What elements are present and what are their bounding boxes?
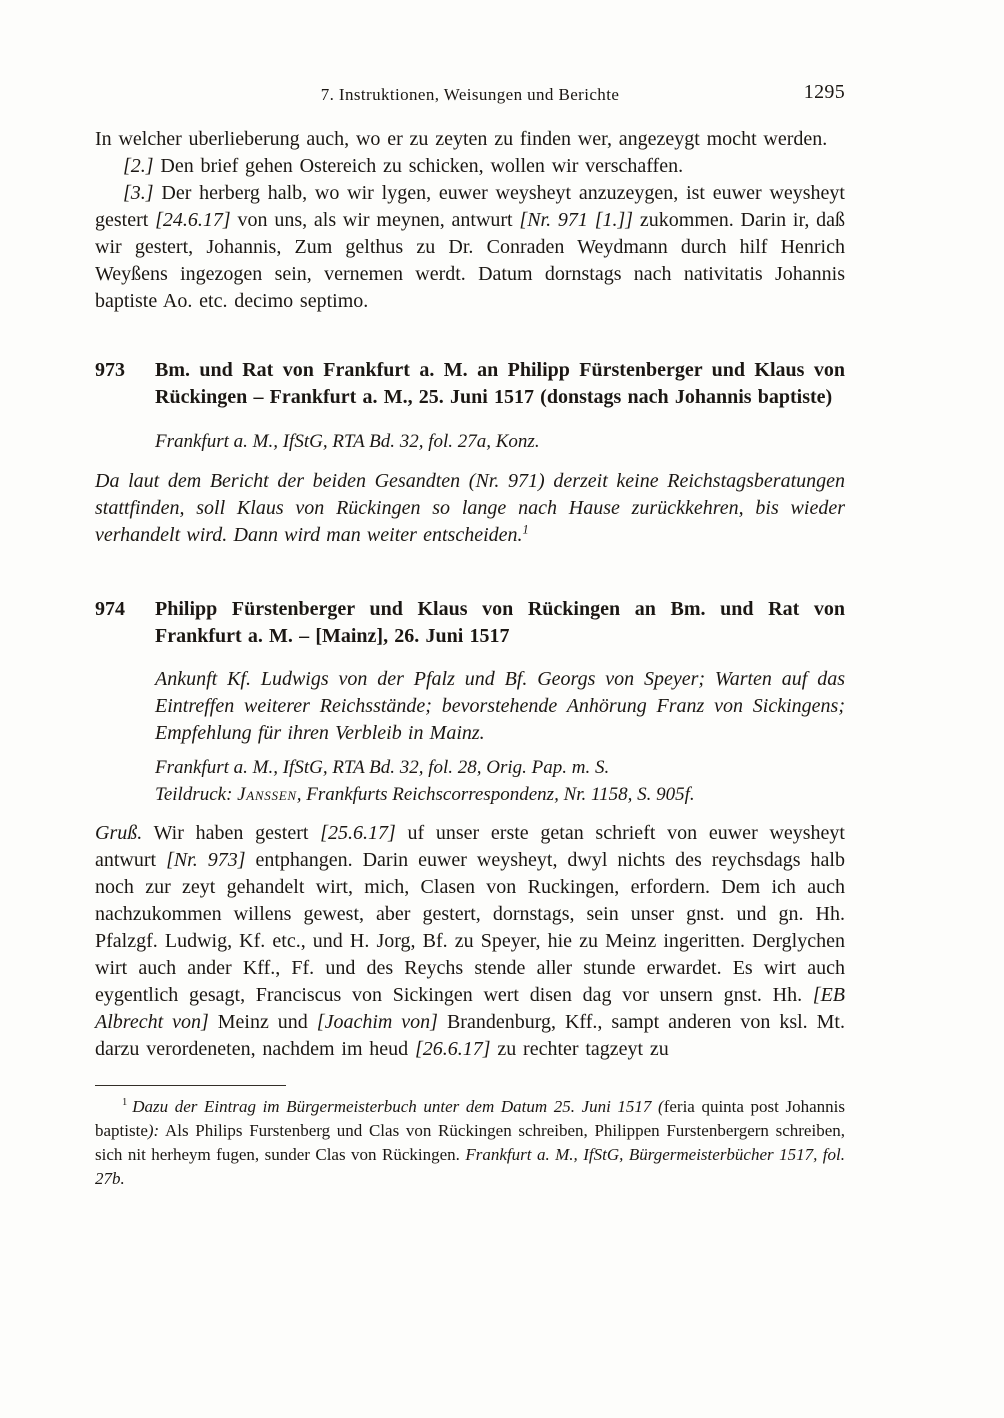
document-entry-974 [95, 596, 845, 1063]
document-974-title: Philipp Fürstenberger und Klaus von Rückingen an Bm. und Rat von Frankfurt a. M. – [Mainz], 26. Juni 1517 [155, 598, 845, 647]
footnote-1-marker: 1 [122, 1097, 128, 1109]
document-974-archive-source: Frankfurt a. M., IfStG, RTA Bd. 32, fol. 28, Orig. Pap. m. S. [155, 757, 610, 778]
document-973-heading [95, 357, 845, 411]
document-entry-973 [95, 357, 845, 549]
page-number: 1295 [803, 81, 845, 103]
document-974-print-reference: Teildruck: Janssen, Frankfurts Reichscorrespondenz, Nr. 1158, S. 905f. [155, 784, 695, 805]
running-header [95, 81, 845, 106]
document-973-title: Bm. und Rat von Frankfurt a. M. an Philipp Fürstenberger und Klaus von Rückingen – Frankfurt a. M., 25. Juni 1517 (donstags nach Johannis baptiste) [155, 359, 845, 408]
footnote-1-text: Dazu der Eintrag im Bürgermeisterbuch unter dem Datum 25. Juni 1517 (feria quinta post Johannis baptiste): Als Philips Furstenberg und Clas von Rückingen schreiben, Philippen Furstenbergern schreiben, sich nit herheym fugen, sunder Clas von Rückingen. Frankfurt a. M., IfStG, Bürgermeisterbücher 1517, fol. 27b. [95, 1097, 845, 1188]
continuation-paragraph-2: [2.] Den brief gehen Ostereich zu schicken, wollen wir verschaffen. [123, 155, 684, 177]
document-974-heading [95, 596, 845, 650]
footnote-separator-rule [95, 1085, 286, 1086]
running-title: 7. Instruktionen, Weisungen und Berichte [320, 85, 620, 104]
document-974-regest: Ankunft Kf. Ludwigs von der Pfalz und Bf. Georgs von Speyer; Warten auf das Eintreffen weiterer Reichsstände; bevorstehende Anhörung Franz von Sickingens; Empfehlung für ihren Verbleib in Mainz. [155, 668, 845, 744]
document-973-archive-source: Frankfurt a. M., IfStG, RTA Bd. 32, fol. 27a, Konz. [155, 431, 540, 452]
document-973-regest: Da laut dem Bericht der beiden Gesandten (Nr. 971) derzeit keine Reichstagsberatungen stattfinden, soll Klaus von Rückingen so lange nach Hause zurückkehren, bis wieder verhandelt wird. Dann wird man weiter entscheiden.$^1$ [95, 470, 845, 546]
document-974-number: 974 [95, 598, 125, 620]
footnote-1 [95, 1095, 845, 1191]
continuation-paragraph-1: In welcher uberlieberung auch, wo er zu zeyten zu finden wer, angezeygt mocht werden. [95, 128, 828, 150]
footnote-section [95, 1085, 845, 1191]
document-973-number: 973 [95, 359, 125, 381]
continuation-paragraph-3: [3.] Der herberg halb, wo wir lygen, euwer weysheyt anzuzeygen, ist euwer weysheyt gestert [24.6.17] von uns, als wir meynen, antwurt [Nr. 971 [1.]] zukommen. Darin ir, daß wir gestert, Johannis, Zum gelthus zu Dr. Conraden Weydmann durch hilf Henrich Weyßens ingezogen sein, vernemen werdt. Datum dornstags nach nativitatis Johannis baptiste Ao. etc. decimo septimo. [95, 182, 845, 312]
document-974-letter-body: Gruß. Wir haben gestert [25.6.17] uf unser erste getan schrieft von euwer weysheyt antwurt [Nr. 973] entphangen. Darin euwer weysheyt, dwyl nichts des reychsdags halb noch zur zeyt gehandelt wirt, mich, Clasen von Ruckingen, erfordern. Dem ich auch nachzukommen willens gewest, aber gestert, dornstags, sein unser gnst. und gn. Hh. Pfalzgf. Ludwig, Kf. etc., und H. Jorg, Bf. zu Speyer, hie zu Meinz ingeritten. Derglychen wirt auch ander Kff., Ff. und des Reychs stende aller stunde erwardet. Es wirt auch eygentlich gesagt, Franciscus von Sickingen wert disen dag vor unsern gnst. Hh. [EB Albrecht von] Meinz und [Joachim von] Brandenburg, Kff., sampt anderen von ksl. Mt. darzu verordeneten, nachdem im heud [26.6.17] zu rechter tagzeyt zu [95, 822, 845, 1060]
